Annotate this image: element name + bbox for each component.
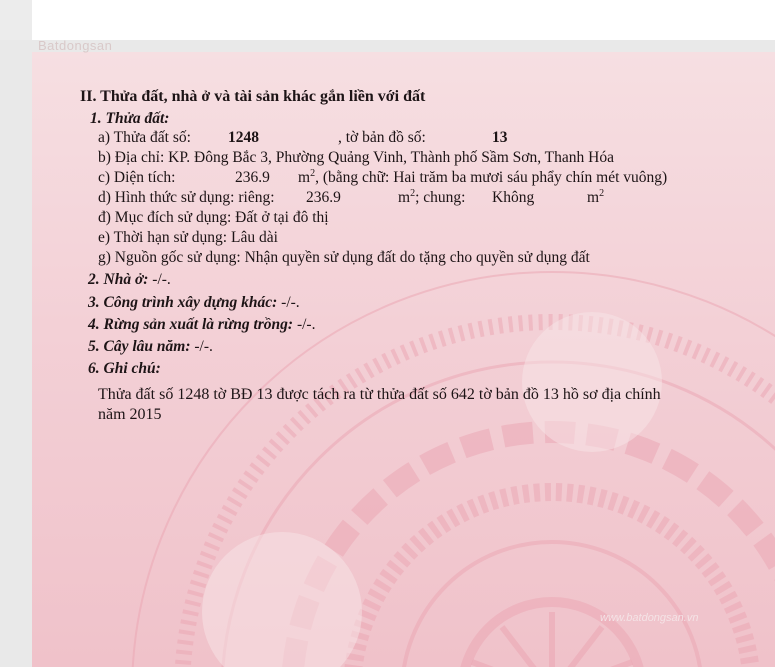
area-label: c) Diện tích: [98,169,176,186]
area-row [98,168,668,187]
parcel-number-value: 1248 [228,129,259,146]
perennial-value: -/-. [194,338,213,355]
map-sheet-value: 13 [492,129,508,146]
common-area-unit: $m^2$ [587,188,605,206]
forest-value: -/-. [296,316,316,333]
notes-line-1: Thửa đất số 1248 tờ BĐ 13 được tách ra từ thửa đất số 642 tờ bản đồ 13 hồ sơ địa chính [98,386,661,403]
perennial-row [88,338,213,356]
notes-line-2: năm 2015 [98,406,162,423]
common-label: ; chung: [415,189,466,206]
house-heading: 2. Nhà ở: [88,271,149,288]
usage-term-row: e) Thời hạn sử dụng: Lâu dài [98,229,278,246]
watermark-top: Batdongsan [38,38,113,53]
top-white-panel [32,0,775,40]
other-works-value: -/-. [281,294,300,311]
notes-heading: 6. Ghi chú: [88,360,161,377]
parcel-number-row [98,129,508,147]
land-certificate-page [32,52,775,667]
private-area-value: 236.9 [306,189,341,206]
section-title: II. Thửa đất, nhà ở và tài sản khác gắn liền với đất [80,88,426,105]
area-value: 236.9 [235,169,270,186]
common-area-value: Không [492,189,535,206]
area-unit: $m^2$, (bằng chữ: Hai trăm ba mươi sáu phẩy chín mét vuông) [298,168,668,186]
parcel-number-label: a) Thửa đất số: [98,129,191,146]
certificate-text [32,52,775,667]
other-works-row [88,294,300,312]
usage-purpose-row: đ) Mục đích sử dụng: Đất ở tại đô thị [98,209,329,226]
private-area-unit: $m^2$; chung: [398,188,466,206]
map-sheet-label: , tờ bản đồ số: [338,129,426,146]
address-row: b) Địa chỉ: KP. Đông Bắc 3, Phường Quảng Vinh, Thành phố Sầm Sơn, Thanh Hóa [98,149,614,166]
forest-row [88,316,315,334]
perennial-heading: 5. Cây lâu năm: [88,338,191,355]
house-row [88,271,171,289]
other-works-heading: 3. Công trình xây dựng khác: [88,294,278,311]
land-heading: 1. Thửa đất: [90,110,170,127]
usage-form-row [98,188,605,207]
area-in-words: , (bằng chữ: Hai trăm ba mươi sáu phẩy chín mét vuông) [315,169,668,186]
house-value: -/-. [152,271,171,288]
forest-heading: 4. Rừng sản xuất là rừng trồng: [88,316,294,333]
usage-origin-row: g) Nguồn gốc sử dụng: Nhận quyền sử dụng đất do tặng cho quyền sử dụng đất [98,249,590,266]
top-bar [0,0,775,40]
usage-form-label: d) Hình thức sử dụng: riêng: [98,189,275,206]
watermark-bottom: www.batdongsan.vn [600,612,699,624]
